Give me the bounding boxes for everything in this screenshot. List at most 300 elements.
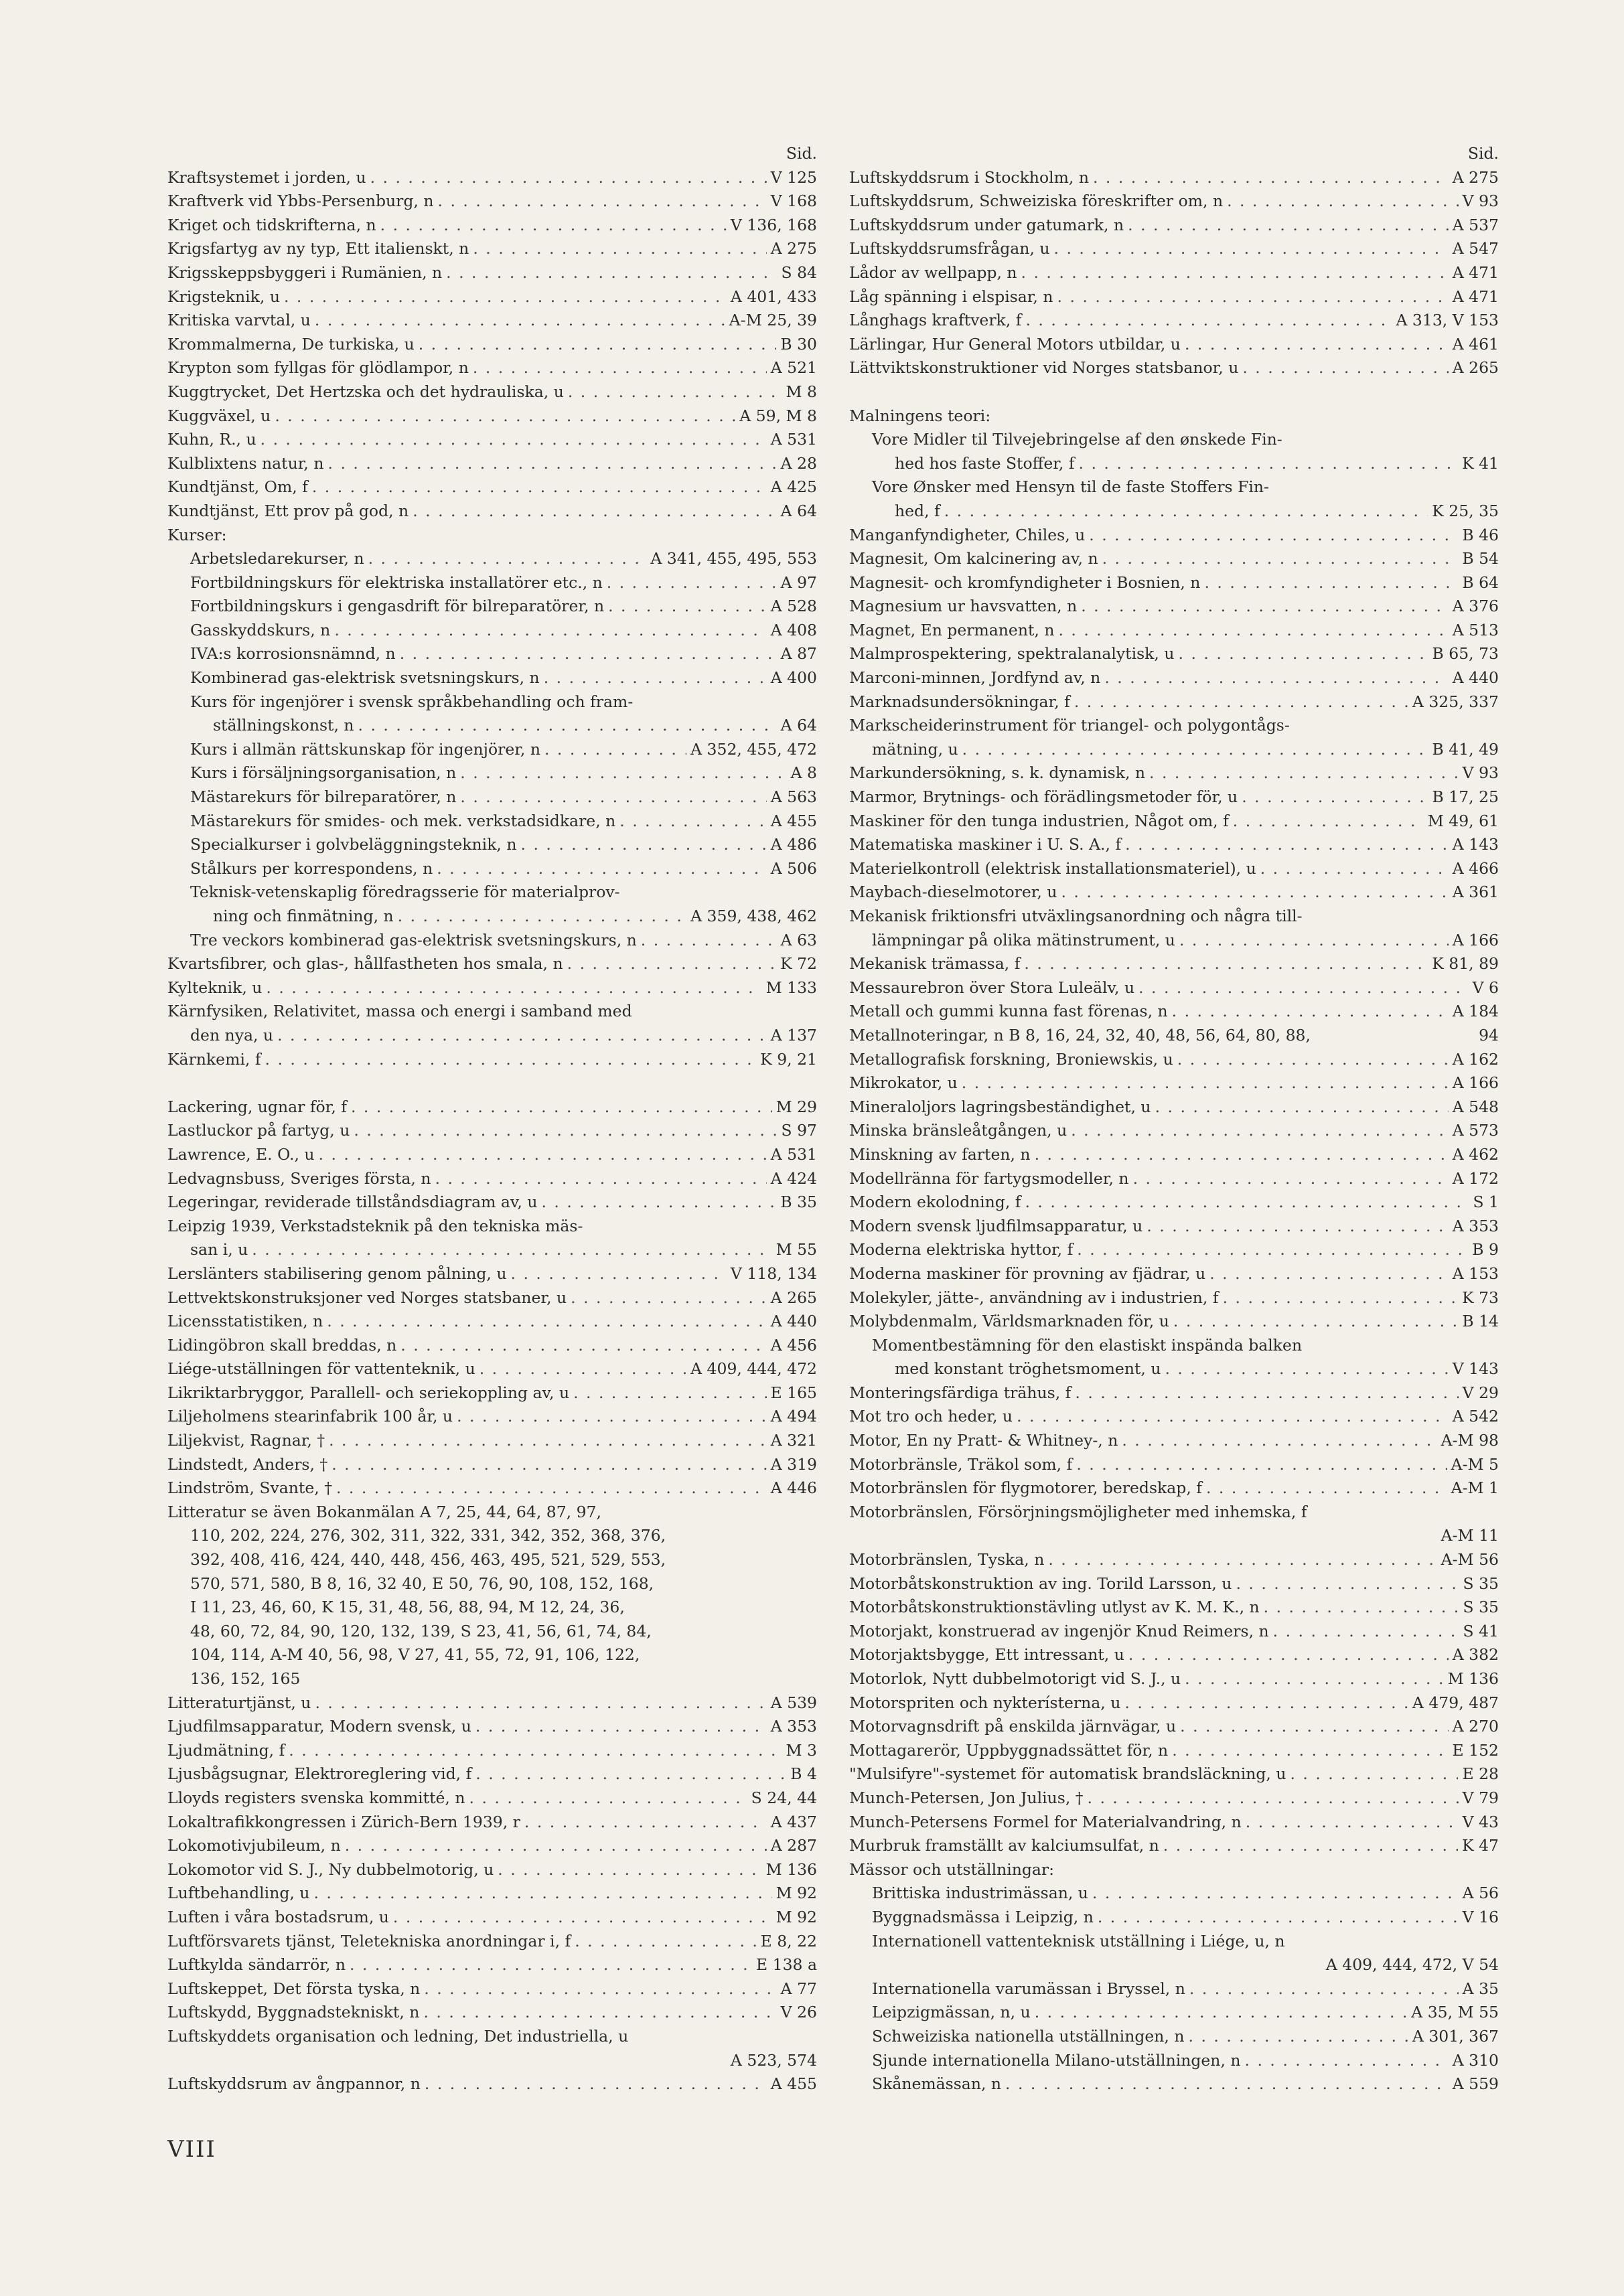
leader-dots	[1048, 1548, 1436, 1572]
index-entry	[167, 1906, 817, 1930]
index-entry-text: Lokomotivjubileum, n	[167, 1836, 341, 1855]
leader-dots	[619, 810, 766, 834]
index-entry-text: Marmor, Brytnings- och förädlingsmetoder för, u	[849, 787, 1238, 807]
index-entry-text: hed hos faste Stoffer, f	[895, 453, 1075, 473]
index-entry-page-ref: A 506	[770, 858, 817, 878]
index-entry-line	[167, 452, 817, 476]
index-entry	[167, 214, 817, 238]
index-entry	[167, 857, 817, 881]
index-entry-text: IVA:s korrosionsnämnd, n	[190, 644, 396, 664]
index-entry	[167, 1930, 817, 1954]
index-entry-line	[167, 1762, 817, 1786]
index-entry	[167, 1762, 817, 1786]
index-entry	[167, 1167, 817, 1191]
index-entry-page-ref: M 92	[776, 1884, 817, 1903]
leader-dots	[511, 1262, 727, 1286]
index-entry	[849, 1453, 1499, 1477]
index-entry	[849, 356, 1499, 380]
index-entry-page-ref: A 265	[770, 1288, 817, 1307]
index-entry-line	[849, 1191, 1499, 1215]
index-entry	[849, 810, 1499, 834]
index-entry-line	[167, 976, 817, 1000]
index-entry-line	[167, 356, 817, 380]
leader-dots	[567, 952, 776, 976]
index-entry-text: Motorvagnsdrift på enskilda järnvägar, u	[849, 1717, 1177, 1736]
index-entry-page-ref: A 137	[770, 1025, 817, 1045]
index-entry-page-ref: A 446	[770, 1478, 817, 1498]
leader-dots	[1128, 1643, 1449, 1667]
index-entry-line	[190, 929, 817, 953]
index-entry-page-ref: A 64	[780, 716, 817, 735]
index-entry-page-ref: A 471	[1452, 262, 1499, 282]
index-entry	[849, 333, 1499, 357]
index-entry-line	[167, 1453, 817, 1477]
index-entry-page-ref: V 26	[780, 2003, 817, 2022]
index-entry	[849, 1143, 1499, 1167]
index-entry-text: Leipzig 1939, Verkstadsteknik på den tekniska mäs-	[167, 1216, 583, 1235]
index-entry-text: Lerslänters stabilisering genom pålning, u	[167, 1264, 507, 1283]
index-entry	[167, 952, 817, 976]
leader-dots	[328, 452, 777, 476]
index-entry-page-ref: A 401, 433	[730, 287, 817, 306]
leader-dots	[1102, 547, 1459, 571]
index-entry-page-ref: A-M 1	[1451, 1478, 1499, 1498]
index-entry-text: Modern ekolodning, f	[849, 1193, 1021, 1212]
leader-dots	[1035, 1143, 1449, 1167]
index-entry	[167, 1834, 817, 1858]
leader-dots	[544, 738, 686, 762]
index-entry-page-ref: A 537	[1452, 215, 1499, 234]
index-entry	[849, 1215, 1499, 1239]
index-entry-line	[167, 1191, 817, 1215]
index-entry-page-ref: A 361	[1452, 883, 1499, 902]
index-entry-text: Lokaltrafikkongressen i Zürich-Bern 1939, r	[167, 1812, 520, 1831]
index-entry	[167, 1119, 817, 1143]
leader-dots	[446, 261, 777, 285]
leader-dots	[1005, 2072, 1449, 2096]
index-entry-page-ref: V 93	[1462, 763, 1499, 783]
index-entry	[849, 428, 1499, 475]
index-entry-line	[849, 666, 1499, 690]
index-entry-text: Maybach-dieselmotorer, u	[849, 883, 1057, 902]
index-entry-text: Lettvektskonstruksjoner ved Norges statsbaner, u	[167, 1288, 567, 1307]
index-entry-line	[190, 619, 817, 643]
index-entry	[167, 333, 817, 357]
index-entry-page-ref: B 54	[1462, 549, 1499, 568]
index-entry-line	[167, 1906, 817, 1930]
index-entry	[167, 1262, 817, 1286]
leader-dots	[1233, 810, 1424, 834]
index-entry-page-ref: A 382	[1452, 1645, 1499, 1665]
index-entry-text: Magnesit, Om kalcinering av, n	[849, 549, 1098, 568]
index-entry	[849, 1191, 1499, 1215]
index-entry-page-ref: A 35	[1462, 1979, 1499, 1998]
index-entry	[849, 1476, 1499, 1501]
index-entry	[849, 237, 1499, 261]
leader-dots	[312, 475, 767, 500]
leader-dots	[1081, 595, 1448, 619]
index-entry-text: Krypton som fyllgas för glödlampor, n	[167, 358, 469, 378]
index-entry-line	[167, 1811, 817, 1835]
index-entry	[849, 881, 1499, 905]
index-entry	[849, 1811, 1499, 1835]
index-entry-line	[167, 1429, 817, 1453]
index-entry-line	[849, 285, 1499, 309]
index-entry-line	[167, 309, 817, 333]
index-entry-text: Tre veckors kombinerad gas-elektrisk svetsningskurs, n	[190, 930, 637, 949]
leader-dots	[327, 1310, 766, 1334]
index-entry	[849, 1405, 1499, 1429]
index-entry	[167, 500, 817, 524]
index-entry	[167, 1691, 817, 1715]
index-entry	[849, 2001, 1499, 2025]
index-entry-page-ref: M 55	[776, 1240, 817, 1259]
index-entry-text: Lindström, Svante, †	[167, 1478, 332, 1498]
leader-dots	[521, 833, 767, 857]
leader-dots	[962, 738, 1428, 762]
index-entry	[167, 237, 817, 261]
index-entry	[849, 1906, 1499, 1930]
index-entry	[849, 1310, 1499, 1334]
leader-dots	[350, 1953, 752, 1977]
index-entry-line	[167, 404, 817, 429]
index-entry	[167, 1381, 817, 1405]
index-entry	[167, 619, 817, 643]
index-entry-line	[849, 1739, 1499, 1763]
leader-dots	[413, 500, 776, 524]
index-entry-page-ref: B 30	[780, 334, 817, 354]
leader-dots	[473, 356, 767, 380]
index-entry-line	[849, 1071, 1499, 1095]
leader-dots	[1179, 929, 1449, 953]
index-entry-text: Luftskydd, Byggnadstekniskt, n	[167, 2003, 420, 2022]
leader-dots	[1075, 1381, 1458, 1405]
leader-dots	[424, 1977, 776, 2001]
index-entry-line	[849, 1381, 1499, 1405]
index-entry-page-ref: A-M 5	[1451, 1454, 1499, 1474]
index-entry-line	[167, 1381, 817, 1405]
leader-dots	[289, 1739, 782, 1763]
index-entry	[849, 1834, 1499, 1858]
index-entry	[849, 475, 1499, 523]
index-entry-page-ref: A 270	[1452, 1717, 1499, 1736]
index-entry-page-ref: V 118, 134	[730, 1264, 817, 1283]
index-entry-page-ref: A 531	[770, 430, 817, 449]
index-entry-line	[849, 333, 1499, 357]
leader-dots	[1024, 952, 1428, 976]
leader-dots	[944, 500, 1428, 524]
index-entry	[167, 929, 817, 953]
index-entry	[849, 690, 1499, 714]
index-entry	[167, 1476, 817, 1501]
index-entry-line	[849, 1667, 1499, 1691]
index-entry-text: Luftskyddsrum i Stockholm, n	[849, 167, 1089, 187]
index-entry-line	[190, 857, 817, 881]
leader-dots	[315, 309, 725, 333]
leader-dots	[1236, 1572, 1459, 1596]
index-entry-page-ref: B 9	[1472, 1240, 1499, 1259]
index-entry-page-ref: A 28	[780, 453, 817, 473]
index-entry-page-ref: A 440	[1452, 668, 1499, 688]
index-entry	[167, 1191, 817, 1215]
index-entry	[167, 2001, 817, 2025]
index-entry-text: Kurs för ingenjörer i svensk språkbehandling och fram-	[190, 692, 634, 711]
leader-dots	[1290, 1762, 1458, 1786]
index-entry-text: Markundersökning, s. k. dynamisk, n	[849, 763, 1146, 783]
index-entry	[849, 1667, 1499, 1691]
index-entry-line	[872, 1977, 1499, 2001]
index-entry-line	[872, 1357, 1499, 1381]
index-entry	[849, 1739, 1499, 1763]
index-entry	[167, 1858, 817, 1882]
index-entry-line	[849, 1834, 1499, 1858]
index-entry-page-ref: A 437	[770, 1812, 817, 1831]
index-entry-page-ref: S 35	[1463, 1574, 1499, 1593]
index-entry-text: Luftskyddsrum av ångpannor, n	[167, 2074, 421, 2094]
leader-dots	[368, 547, 647, 571]
index-entry-line	[167, 500, 817, 524]
index-entry-text: Motorlok, Nytt dubbelmotorigt vid S. J., u	[849, 1669, 1181, 1688]
index-entry	[167, 1215, 817, 1262]
index-entry-text: Fortbildningskurs i gengasdrift för bilreparatörer, n	[190, 597, 605, 616]
index-group-heading: Mässor och utställningar:	[849, 1859, 1055, 1879]
index-entry-line	[849, 1786, 1499, 1811]
index-entry-line	[872, 1882, 1499, 1906]
leader-dots	[1035, 2001, 1408, 2025]
index-entry	[167, 380, 817, 404]
index-entry-line	[190, 642, 817, 666]
index-entry-page-ref: V 125	[770, 167, 817, 187]
leader-dots	[423, 2001, 776, 2025]
index-entry	[167, 1143, 817, 1167]
index-entry	[849, 2072, 1499, 2096]
leader-dots	[1128, 214, 1449, 238]
index-entry-line	[849, 1762, 1499, 1786]
index-entry-line	[167, 333, 817, 357]
index-entry-text: Manganfyndigheter, Chiles, u	[849, 525, 1086, 544]
index-entry	[849, 1024, 1499, 1048]
index-entry-text: Molekyler, jätte-, användning av i industrien, f	[849, 1288, 1219, 1307]
index-entry-text: Lackering, ugnar för, f	[167, 1097, 347, 1116]
index-entry	[849, 619, 1499, 643]
index-entry-page-ref: A 542	[1452, 1407, 1499, 1426]
index-entry	[849, 189, 1499, 214]
index-entry	[167, 810, 817, 834]
index-entry-text: Mikrokator, u	[849, 1073, 958, 1093]
index-entry-line	[849, 1024, 1499, 1048]
leader-dots	[1104, 666, 1448, 690]
index-entry-text: Kylteknik, u	[167, 978, 263, 997]
index-entry-text: Lidingöbron skall breddas, n	[167, 1335, 397, 1355]
index-entry-page-ref: S 1	[1473, 1193, 1499, 1212]
index-entry-page-ref: A 494	[770, 1407, 817, 1426]
index-entry-page-ref: 94	[1479, 1025, 1499, 1045]
index-entry-text: Ljudfilmsapparatur, Modern svensk, u	[167, 1717, 471, 1736]
index-entry-text: Litteratur se även Bokanmälan A 7, 25, 44, 64, 87, 97,	[167, 1502, 601, 1521]
index-entry-line	[849, 690, 1499, 714]
index-entry-line	[190, 810, 817, 834]
index-entry-line	[849, 1167, 1499, 1191]
index-entry-page-ref: A 548	[1452, 1097, 1499, 1116]
leader-dots	[1092, 1882, 1459, 1906]
index-entry-text: Lastluckor på fartyg, u	[167, 1121, 350, 1140]
index-entry-line	[849, 833, 1499, 857]
index-entry-page-ref: A 313, V 153	[1396, 311, 1499, 330]
index-entry	[849, 1596, 1499, 1620]
index-entry-text: Luftbehandling, u	[167, 1884, 310, 1903]
index-entry-text: med konstant tröghetsmoment, u	[895, 1359, 1161, 1379]
leader-dots	[1149, 761, 1459, 785]
index-entry-line	[849, 881, 1499, 905]
index-entry-line	[167, 428, 817, 452]
leader-dots	[1074, 690, 1408, 714]
index-entry-text: ställningskonst, n	[213, 716, 354, 735]
index-entry	[167, 189, 817, 214]
index-entry	[167, 1286, 817, 1310]
index-entry-text: Luftskyddsrumsfrågan, u	[849, 239, 1050, 258]
index-entry-text: Materielkontroll (elektrisk installationsmateriel), u	[849, 858, 1256, 878]
leader-dots	[1179, 642, 1428, 666]
index-entry-page-ref: B 35	[780, 1193, 817, 1212]
index-entry-page-ref: E 165	[770, 1383, 817, 1402]
index-entry-page-ref: A 471	[1452, 287, 1499, 306]
index-entry-line	[167, 1143, 817, 1167]
index-entry-text: Teknisk-vetenskaplig föredragsserie för materialprov-	[190, 883, 620, 902]
index-entry	[167, 1095, 817, 1120]
index-entry-text: Arbetsledarekurser, n	[190, 549, 364, 568]
index-entry-text: Lindstedt, Anders, †	[167, 1454, 328, 1474]
index-entry-page-ref: A 462	[1452, 1144, 1499, 1164]
index-entry-text: Motorbåtskonstruktion av ing. Torild Larsson, u	[849, 1574, 1232, 1593]
leader-dots	[962, 1071, 1449, 1095]
leader-dots	[1242, 785, 1428, 810]
index-entry-text: Marknadsundersökningar, f	[849, 692, 1070, 711]
index-entry-line	[872, 2001, 1499, 2025]
leader-dots	[1260, 857, 1449, 881]
index-entry	[167, 690, 817, 738]
index-entry-text: Messaurebron över Stora Luleälv, u	[849, 978, 1135, 997]
index-entry	[167, 571, 817, 595]
index-entry	[167, 1715, 817, 1739]
leader-dots	[1189, 2025, 1408, 2049]
index-entry-text: Låg spänning i elspisar, n	[849, 287, 1053, 306]
leader-dots	[1177, 1048, 1449, 1072]
index-entry-text: mätning, u	[872, 739, 958, 759]
index-entry	[167, 1310, 817, 1334]
index-entry-text: Krigsfartyg av ny typ, Ett italienskt, n	[167, 239, 469, 258]
index-entry-line	[849, 642, 1499, 666]
index-entry-page-ref: A 461	[1452, 334, 1499, 354]
index-entry-page-ref: V 93	[1462, 192, 1499, 211]
leader-dots	[358, 714, 777, 738]
index-entry	[167, 881, 817, 928]
index-entry-line	[167, 475, 817, 500]
index-entry-page-ref: A 409, 444, 472	[690, 1359, 817, 1379]
leader-dots	[498, 1858, 761, 1882]
index-entry-page-ref: V 43	[1462, 1812, 1499, 1831]
index-entry	[167, 1739, 817, 1763]
leader-dots	[641, 929, 777, 953]
index-entry-text: hed, f	[895, 501, 940, 520]
index-entry-line	[849, 1310, 1499, 1334]
index-entry-page-ref: A 301, 367	[1412, 2026, 1499, 2046]
index-entry-page-ref: V 79	[1462, 1788, 1499, 1807]
leader-dots	[319, 1143, 767, 1167]
index-entry	[849, 2049, 1499, 2073]
index-entry-text: Krigsteknik, u	[167, 287, 280, 306]
leader-dots	[265, 1048, 757, 1072]
index-entry-text: Mekanisk friktionsfri utväxlingsanordning och några till-	[849, 907, 1303, 925]
index-entry-line	[167, 1739, 817, 1763]
index-entry-page-ref: A 547	[1452, 239, 1499, 258]
index-entry-page-ref: M 133	[765, 978, 817, 997]
index-entry-text: Kulblixtens natur, n	[167, 453, 324, 473]
index-entry	[849, 1095, 1499, 1120]
index-entry-page-ref: K 41	[1462, 453, 1499, 473]
index-entry	[167, 1501, 817, 1691]
index-entry-line	[167, 189, 817, 214]
index-entry-page-ref: A 325, 337	[1412, 692, 1499, 711]
index-entry-line	[167, 1238, 817, 1262]
index-entry-line	[167, 1882, 817, 1906]
index-entry-line	[849, 1262, 1499, 1286]
index-entry-page-ref: B 17, 25	[1432, 787, 1499, 807]
index-column-right	[849, 142, 1499, 2096]
index-entry-text: Metall och gummi kunna fast förenas, n	[849, 1002, 1168, 1021]
leader-dots	[313, 1882, 771, 1906]
index-entry-page-ref: A 287	[770, 1836, 817, 1855]
index-entry-page-ref: A 409, 444, 472, V 54	[1325, 1955, 1499, 1975]
index-entry-text: Munch-Petersens Formel for Materialvandring, n	[849, 1812, 1242, 1831]
index-entry-text: Brittiska industrimässan, u	[872, 1884, 1088, 1903]
index-entry-text: Liljekvist, Ragnar, †	[167, 1431, 325, 1450]
column-header-sid: Sid.	[786, 144, 817, 163]
index-entry	[849, 547, 1499, 571]
leader-dots	[334, 619, 766, 643]
index-entry	[167, 166, 817, 190]
index-entry-text: Krommalmerna, De turkiska, u	[167, 334, 415, 354]
index-entry	[167, 404, 817, 429]
index-entry-page-ref: V 29	[1462, 1383, 1499, 1402]
index-entry-text: 104, 114, A-M 40, 56, 98, V 27, 41, 55, 72, 91, 106, 122,	[190, 1645, 640, 1665]
index-entry-text: Ljudmätning, f	[167, 1740, 285, 1760]
index-entry-line	[190, 833, 817, 857]
index-entry-page-ref: A 513	[1452, 620, 1499, 639]
index-entry-text: Malmprospektering, spektralanalytisk, u	[849, 644, 1175, 664]
leader-dots	[1189, 1977, 1459, 2001]
index-entry-page-ref: M 29	[776, 1097, 817, 1116]
index-entry-page-ref: A 455	[770, 2074, 817, 2094]
leader-dots	[608, 595, 767, 619]
index-entry-line	[167, 1691, 817, 1715]
index-entry-text: Licensstatistiken, n	[167, 1312, 323, 1331]
index-entry	[167, 261, 817, 285]
index-entry-line	[167, 261, 817, 285]
leader-dots	[425, 2072, 767, 2096]
index-entry	[849, 905, 1499, 952]
index-entry-page-ref: A 35, M 55	[1411, 2003, 1499, 2022]
index-entry-page-ref: V 168	[770, 192, 817, 211]
leader-dots	[1124, 1691, 1408, 1715]
index-entry-text: Metallnoteringar, n B 8, 16, 24, 32, 40, 48, 56, 64, 80, 88,	[849, 1025, 1311, 1045]
index-entry-text: Mot tro och heder, u	[849, 1407, 1013, 1426]
index-entry-page-ref: A 359, 438, 462	[690, 907, 817, 925]
index-entry-page-ref: A 265	[1452, 358, 1499, 378]
index-entry-text: Litteraturtjänst, u	[167, 1693, 311, 1712]
index-entry-page-ref: S 24, 44	[751, 1788, 817, 1807]
index-entry-line	[872, 500, 1499, 524]
index-entry-line	[190, 595, 817, 619]
